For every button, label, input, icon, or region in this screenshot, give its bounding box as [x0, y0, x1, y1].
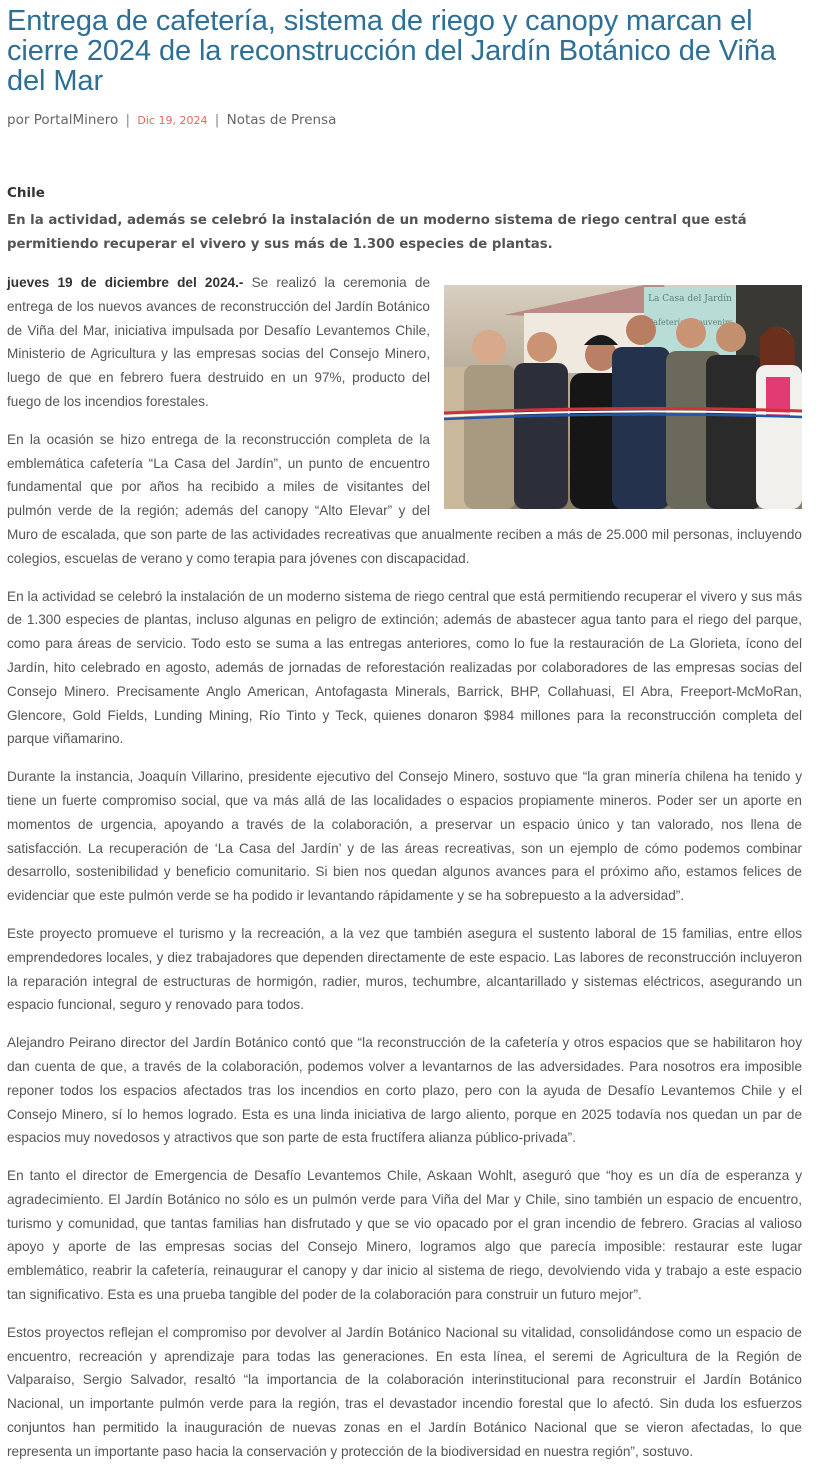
paragraph: Este proyecto promueve el turismo y la recreación, a la vez que también asegura el sustento laboral de 15 familias, entre ellos emprendedores locales, y diez trabajadores que dependen directamente de este espacio. Las labores de reconstrucción incluyeron la reparación integral de estructuras de hormigón, radier, muros, techumbre, alcantarillado y sistemas eléctricos, asegurando un espacio funcional, seguro y renovado para todos.	[7, 925, 802, 1013]
author-link[interactable]: PortalMinero	[33, 112, 119, 128]
publish-date: Dic 19, 2024	[137, 114, 208, 127]
paragraph: En la actividad se celebró la instalación de un moderno sistema de riego central que está permitiendo recuperar el vivero y sus más de 1.300 especies de plantas, incluso algunas en peligro de extinción; además de abastecer agua tanto para el riego del parque, como para áreas de servicio. Todo esto se suma a las entregas anteriores, como lo fue la restauración de La Glorieta, ícono del Jardín, hito celebrado en agosto, además de jornadas de reforestación realizadas por colaboradores de las empresas socias del Consejo Minero. Precisamente Anglo American, Antofagasta Minerals, Barrick, BHP, Collahuasi, El Abra, Freeport-McMoRan, Glencore, Gold Fields, Lunding Mining, Río Tinto y Teck, quienes donaron $984 millones para la reconstrucción completa del parque viñamarino.	[7, 588, 802, 747]
sign-subtext: Cafetería Souvenirs	[647, 318, 733, 327]
paragraph-intro	[7, 271, 802, 414]
paragraph-dateline: jueves 19 de diciembre del 2024.-	[7, 275, 244, 290]
article-meta	[7, 111, 802, 130]
paragraph: Alejandro Peirano director del Jardín Botánico contó que “la reconstrucción de la cafetería y otros espacios que se habilitaron hoy dan cuenta de que, a través de la colaboración, podemos volver a levantarnos de las adversidades. Para nosotros era imposible reponer todos los espacios afectados tras los incendios en corto plazo, pero con la ayuda de Desafío Levantemos Chile y el Consejo Minero, sí lo hemos logrado. Esta es una linda iniciativa de largo aliento, porque en 2025 todavía nos quedan un par de espacios muy novedosos y atractivos que son parte de esta fructífera alianza público-privada”.	[7, 1035, 802, 1146]
paragraph: Estos proyectos reflejan el compromiso por devolver al Jardín Botánico Nacional su vitalidad, consolidándose como un espacio de encuentro, recreación y aprendizaje para todas las generaciones. En esta línea, el seremi de Agricultura de la Región de Valparaíso, Sergio Salvador, resaltó “la importancia de la colaboración interinstitucional para reconstruir el Jardín Botánico Nacional, un importante pulmón verde para la región, tras el devastador incendio forestal que lo afectó. Sin duda los esfuerzos conjuntos han permitido la inauguración de nuevas zonas en el Jardín Botánico Nacional que se vieron afectadas, lo que representa un importante paso hacia la conservación y protección de la biodiversidad en nuestra región”, sostuvo.	[7, 1324, 802, 1459]
country-label: Chile	[7, 185, 45, 201]
meta-separator: |	[125, 112, 131, 128]
paragraph: En tanto el director de Emergencia de Desafío Levantemos Chile, Askaan Wohlt, aseguró que “hoy es un día de esperanza y agradecimiento. El Jardín Botánico no sólo es un pulmón verde para Viña del Mar y Chile, sino también un espacio de encuentro, turismo y comunidad, que tantas familias han disfrutado y que se vio opacado por el gran incendio de febrero. Gracias al valioso apoyo y aporte de las empresas socias del Consejo Minero, logramos algo que parecía imposible: restaurar este lugar emblemático, reabrir la cafetería, reinaugurar el canopy y dar inicio al sistema de riego, devolviendo vida y trabajo a este espacio tan significativo. Esta es una prueba tangible del poder de la colaboración para construir un futuro mejor”.	[7, 1168, 802, 1303]
paragraph: Durante la instancia, Joaquín Villarino, presidente ejecutivo del Consejo Minero, sostuvo que “la gran minería chilena ha tenido y tiene un fuerte compromiso social, que va más allá de las localidades o espacios propiamente mineros. Poder ser un aporte en momentos de urgencia, apoyando a través de la colaboración, a preservar un espacio único y tan valorado, nos llena de satisfacción. La recuperación de ‘La Casa del Jardín’ y de las áreas recreativas, son un ejemplo de cómo podemos combinar desarrollo, sostenibilidad y beneficio comunitario. Si bien nos quedan algunos avances para el próximo año, estamos felices de evidenciar que este pulmón verde se ha podido ir levantando rápidamente y se ha sobrepuesto a la adversidad”.	[7, 769, 802, 904]
category-link[interactable]: Notas de Prensa	[226, 112, 337, 128]
meta-by: por	[7, 112, 30, 128]
article-title: Entrega de cafetería, sistema de riego y canopy marcan el cierre 2024 de la reconstrucción del Jardín Botánico de Viña del Mar	[7, 5, 776, 97]
paragraph-text: Se realizó la ceremonia de entrega de los nuevos avances de reconstrucción del Jardín Botánico de Viña del Mar, iniciativa impulsada por Desafío Levantemos Chile, Ministerio de Agricultura y las empresas socias del Consejo Minero, luego de que en febrero fuera destruido en un 97%, producto del fuego de los incendios forestales.	[7, 275, 430, 409]
paragraph: En la ocasión se hizo entrega de la reconstrucción completa de la emblemática cafetería “La Casa del Jardín”, un punto de encuentro fundamental que por años ha recibido a miles de visitantes del pulmón verde de la región; además del canopy “Alto Elevar” y del Muro de escalada, que son parte de las actividades recreativas que anualmente reciben a más de 25.000 mil personas, incluyendo colegios, escuelas de verano y como terapia para jóvenes con discapacidad.	[7, 431, 802, 566]
meta-separator: |	[214, 112, 220, 128]
article-lead: En la actividad, además se celebró la instalación de un moderno sistema de riego central que está permitiendo recuperar el vivero y sus más de 1.300 especies de plantas.	[7, 213, 747, 252]
sign-text: La Casa del Jardín	[648, 294, 732, 304]
article-body	[7, 271, 802, 1464]
article-photo	[444, 285, 802, 509]
